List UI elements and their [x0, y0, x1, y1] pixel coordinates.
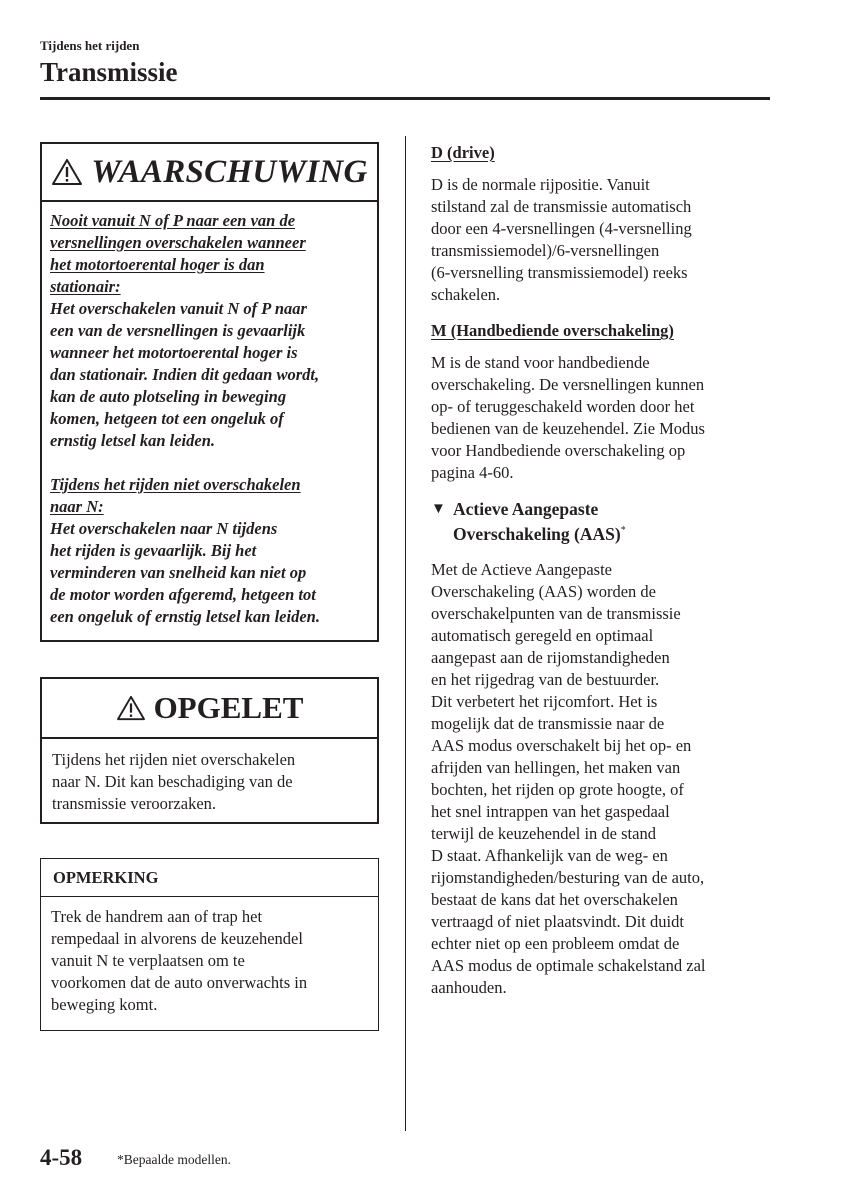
line: Dit verbetert het rijcomfort. Het is [431, 691, 658, 711]
line: rijomstandigheden/besturing van de auto, [431, 867, 705, 887]
line: Het overschakelen vanuit N of P naar [50, 299, 307, 318]
line: voorkomen dat de auto onverwachts in [51, 973, 308, 992]
line: een ongeluk of ernstig letsel kan leiden. [50, 607, 320, 626]
line: naar N. Dit kan beschadiging van de [52, 772, 293, 791]
line: bedienen van de keuzehendel. Zie Modus [431, 419, 705, 438]
d-drive-text [431, 174, 771, 306]
line: (6-versnelling transmissiemodel) reeks [431, 263, 688, 282]
line: D is de normale rijpositie. Vanuit [431, 175, 650, 194]
down-triangle-icon: ▼ [431, 501, 446, 517]
page-number: 4-58 [40, 1145, 83, 1170]
page-title: Transmissie [40, 57, 178, 87]
line: afrijden van hellingen, het maken van [431, 757, 681, 777]
section-label: Tijdens het rijden [40, 38, 140, 53]
line: mogelijk dat de transmissie naar de [431, 713, 665, 733]
line: voor Handbediende overschakeling op [431, 441, 686, 460]
right-column [431, 142, 771, 999]
line: schakelen. [431, 285, 501, 304]
m-manual-heading: M (Handbediende overschakeling) [431, 321, 674, 340]
warning-heading-1 [50, 210, 369, 298]
line: aanhouden. [431, 977, 507, 997]
line: echter niet op een probleem omdat de [431, 933, 680, 953]
line: aangepast aan de rijomstandigheden [431, 647, 670, 667]
line: door een 4-versnellingen (4-versnelling [431, 219, 692, 238]
note-title: OPMERKING [53, 867, 159, 887]
warning-heading-2 [50, 474, 369, 518]
m-manual-text [431, 352, 771, 484]
line: vertraagd of niet plaatsvindt. Dit duidt [431, 911, 684, 931]
line: Met de Actieve Aangepaste [431, 559, 612, 579]
caution-title: OPGELET [153, 690, 304, 725]
line: verminderen van snelheid kan niet op [50, 563, 307, 582]
line: vanuit N te verplaatsen om te [51, 951, 245, 970]
line: de motor worden afgeremd, hetgeen tot [50, 585, 316, 604]
aas-text [431, 559, 771, 999]
note-body [41, 897, 378, 1016]
line: terwijl de keuzehendel in de stand [431, 823, 656, 843]
line: bochten, het rijden op grote hoogte, of [431, 779, 684, 799]
line: stationair: [50, 277, 121, 296]
line: ernstig letsel kan leiden. [50, 431, 215, 450]
warning-title: WAARSCHUWING [91, 153, 368, 190]
footnote-marker: * [620, 525, 626, 536]
line: transmissiemodel)/6-versnellingen [431, 241, 660, 260]
line: versnellingen overschakelen wanneer [50, 233, 306, 252]
line: het snel intrappen van het gaspedaal [431, 801, 670, 821]
line: Overschakeling (AAS) [453, 523, 621, 544]
warning-text-1 [50, 298, 369, 452]
line: Nooit vanuit N of P naar een van de [50, 211, 296, 230]
note-header [41, 859, 378, 897]
footnote: *Bepaalde modellen. [117, 1152, 231, 1167]
line: op- of teruggeschakeld worden door het [431, 397, 695, 416]
line: transmissie veroorzaken. [52, 794, 217, 813]
warning-triangle-icon [51, 158, 83, 186]
line: naar N: [50, 497, 104, 516]
line: M is de stand voor handbediende [431, 353, 650, 372]
line: overschakeling. De versnellingen kunnen [431, 375, 705, 394]
line: stilstand zal de transmissie automatisch [431, 197, 692, 216]
line: overschakelpunten van de transmissie [431, 603, 681, 623]
line: het rijden is gevaarlijk. Bij het [50, 541, 257, 560]
line: rempedaal in alvorens de keuzehendel [51, 929, 303, 948]
line: wanneer het motortoerental hoger is [50, 343, 298, 362]
d-drive-heading: D (drive) [431, 143, 495, 162]
line: Trek de handrem aan of trap het [51, 907, 263, 926]
title-rule [40, 97, 770, 100]
column-divider [405, 136, 406, 1131]
line: AAS modus de optimale schakelstand zal [431, 955, 706, 975]
line: en het rijgedrag van de bestuurder. [431, 669, 660, 689]
line: Actieve Aangepaste [453, 499, 599, 519]
line: bestaat de kans dat het overschakelen [431, 889, 678, 909]
warning-triangle-icon [116, 695, 146, 721]
aas-title [453, 498, 626, 545]
line: dan stationair. Indien dit gedaan wordt, [50, 365, 320, 384]
line: het motortoerental hoger is dan [50, 255, 265, 274]
line: komen, hetgeen tot een ongeluk of [50, 409, 284, 428]
warning-header [42, 144, 377, 202]
aas-heading [431, 498, 771, 545]
caution-header [42, 679, 377, 739]
note-box [40, 858, 379, 1031]
line: een van de versnellingen is gevaarlijk [50, 321, 306, 340]
line: automatisch geregeld en optimaal [431, 625, 654, 645]
warning-box [40, 142, 379, 642]
line: Het overschakelen naar N tijdens [50, 519, 278, 538]
warning-text-2 [50, 518, 369, 628]
line: pagina 4-60. [431, 463, 514, 482]
caution-box [40, 677, 379, 824]
line: Overschakeling (AAS) worden de [431, 581, 656, 601]
line: Tijdens het rijden niet overschakelen [52, 750, 296, 769]
caution-body [42, 739, 377, 815]
line: D staat. Afhankelijk van de weg- en [431, 845, 668, 865]
warning-body [42, 202, 377, 628]
line: beweging komt. [51, 995, 158, 1014]
line: kan de auto plotseling in beweging [50, 387, 287, 406]
line: AAS modus overschakelt bij het op- en [431, 735, 692, 755]
line: Tijdens het rijden niet overschakelen [50, 475, 301, 494]
